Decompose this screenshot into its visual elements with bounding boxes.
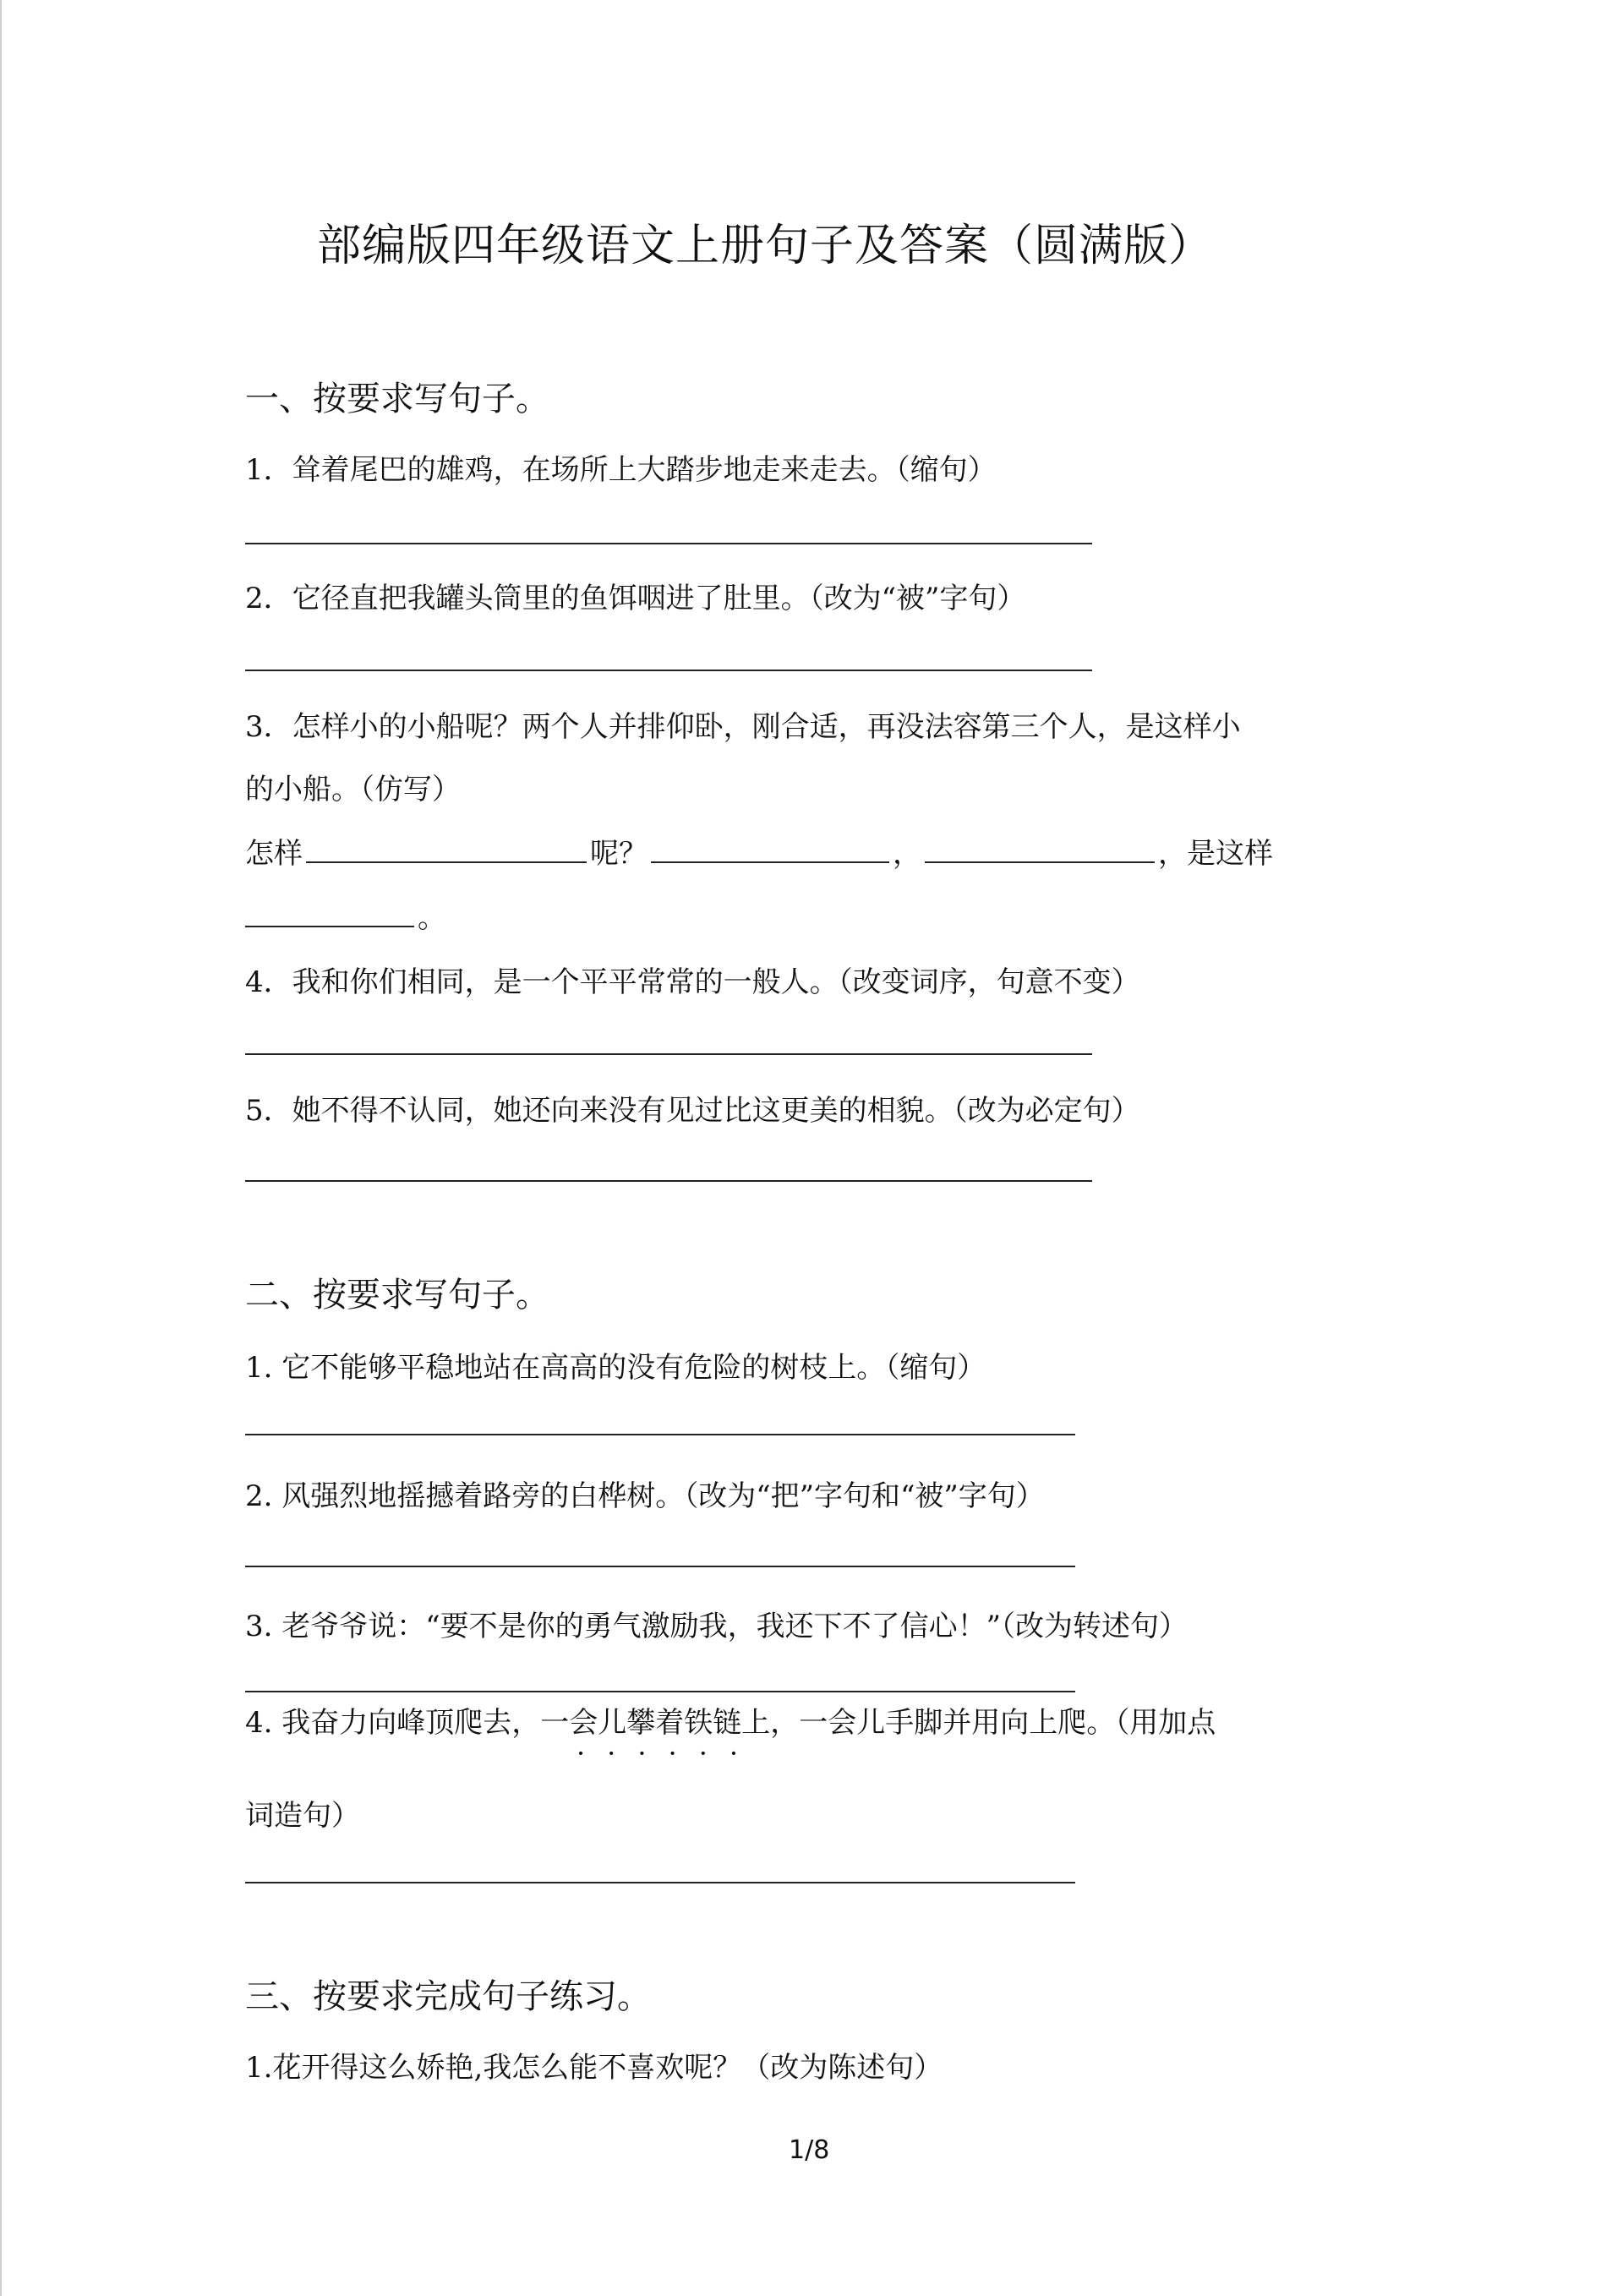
s1-question-1: 1．耸着尾巴的雄鸡，在场所上大踏步地走来走去。（缩句） xyxy=(245,453,997,487)
fill-blank-4[interactable] xyxy=(245,900,414,927)
s2-answer-line-2[interactable] xyxy=(245,1566,1075,1567)
s2-answer-line-4[interactable] xyxy=(245,1882,1075,1883)
s1-question-5: 5．她不得不认同，她还向来没有见过比这更美的相貌。（改为必定句） xyxy=(245,1094,1140,1128)
section-1-heading: 一、按要求写句子。 xyxy=(245,380,549,418)
fill-prefix: 怎样 xyxy=(245,837,303,871)
s1-answer-line-5[interactable] xyxy=(245,1180,1092,1182)
s3-question-1: 1.花开得这么娇艳,我怎么能不喜欢呢？（改为陈述句） xyxy=(245,2051,943,2085)
fill-text-end: 。 xyxy=(418,901,446,935)
fill-blank-3[interactable] xyxy=(925,836,1155,863)
s2-answer-line-1[interactable] xyxy=(245,1434,1075,1435)
s1-answer-line-1[interactable] xyxy=(245,543,1092,544)
s1-answer-line-2[interactable] xyxy=(245,670,1092,671)
page-edge xyxy=(0,0,2,2296)
fill-text-b: 呢？ xyxy=(590,837,648,871)
s2-answer-line-3[interactable] xyxy=(245,1691,1075,1692)
fill-blank-2[interactable] xyxy=(651,836,889,863)
emphasis-dots: ······ xyxy=(577,1737,761,1769)
s1-question-3-line-1: 3．怎样小的小船呢？两个人并排仰卧，刚合适，再没法容第三个人，是这样小 xyxy=(245,710,1241,744)
section-2-heading: 二、按要求写句子。 xyxy=(245,1276,549,1315)
page-number: 1/8 xyxy=(789,2135,830,2165)
s2-question-3: 3. 老爷爷说：“要不是你的勇气激励我，我还下不了信心！”（改为转述句） xyxy=(245,1610,1189,1643)
fill-text-e: 是这样 xyxy=(1187,837,1273,871)
s1-answer-line-4[interactable] xyxy=(245,1053,1092,1055)
s1-question-3-fill-row xyxy=(245,830,1273,872)
s1-question-3-fill-end-row xyxy=(245,894,446,936)
s2-question-2: 2. 风强烈地摇撼着路旁的白桦树。（改为“把”字句和“被”字句） xyxy=(245,1479,1045,1513)
section-3-heading: 三、按要求完成句子练习。 xyxy=(245,1977,651,2016)
fill-text-c: ， xyxy=(893,837,921,871)
fill-text-d: ， xyxy=(1158,837,1187,871)
s1-question-4: 4．我和你们相同，是一个平平常常的一般人。（改变词序，句意不变） xyxy=(245,965,1140,999)
s1-question-3-line-2: 的小船。（仿写） xyxy=(245,773,461,806)
document-title: 部编版四年级语文上册句子及答案（圆满版） xyxy=(317,221,1214,271)
s2-question-4-line-2: 词造句） xyxy=(245,1799,360,1833)
s2-question-4-line-1: 4. 我奋力向峰顶爬去，一会儿攀着铁链上，一会儿手脚并用向上爬。（用加点 xyxy=(245,1706,1216,1740)
s2-question-1: 1. 它不能够平稳地站在高高的没有危险的树枝上。（缩句） xyxy=(245,1351,986,1385)
fill-blank-1[interactable] xyxy=(306,836,587,863)
s1-question-2: 2．它径直把我罐头筒里的鱼饵咽进了肚里。（改为“被”字句） xyxy=(245,582,1026,615)
